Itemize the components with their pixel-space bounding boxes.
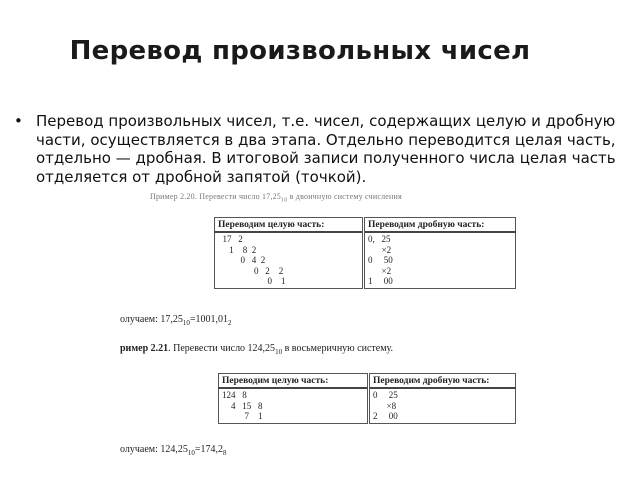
table2-header-frac: Переводим дробную часть: bbox=[369, 374, 516, 389]
conversion-table-octal bbox=[218, 373, 516, 424]
table1-frac-line: ×2 bbox=[368, 265, 392, 276]
table1-int-column bbox=[215, 232, 364, 288]
ghost-caption-sub: 10 bbox=[281, 197, 288, 204]
table1-int-line: 0 4 2 bbox=[218, 255, 266, 265]
table1-frac-line: ×2 bbox=[368, 244, 392, 255]
result1-prefix: олучаем: 17,25 bbox=[120, 314, 183, 325]
result-binary bbox=[120, 314, 232, 327]
example-sub: 10 bbox=[275, 348, 283, 356]
slide-title: Перевод произвольных чисел bbox=[69, 36, 531, 66]
scan-ghost-caption bbox=[150, 192, 402, 204]
table2-frac-line: 0 25 bbox=[373, 390, 398, 400]
example-tail: в восьмеричную систему. bbox=[282, 343, 394, 354]
table1-int-line: 17 2 bbox=[218, 234, 243, 244]
table2-frac-line: ×8 bbox=[373, 400, 397, 411]
result2-mid: =174,2 bbox=[194, 444, 224, 455]
result1-sub2: 2 bbox=[228, 319, 232, 327]
table2-int-line: 4 15 8 bbox=[222, 400, 263, 411]
example-label: ример 2.21 bbox=[120, 343, 169, 354]
result-octal bbox=[120, 444, 227, 457]
conversion-table-binary bbox=[214, 217, 516, 289]
table1-header-int: Переводим целую часть: bbox=[215, 218, 364, 233]
bullet-paragraph bbox=[14, 112, 624, 186]
table1-header-frac: Переводим дробную часть: bbox=[364, 218, 516, 233]
ghost-caption-text: Пример 2.20. Перевести число 17,25 bbox=[150, 192, 282, 201]
table1-int-line: 0 1 bbox=[218, 276, 286, 286]
example-text: . Перевести число 124,25 bbox=[168, 343, 276, 354]
table2-header-int: Переводим целую часть: bbox=[219, 374, 369, 389]
table1-frac-column bbox=[364, 232, 516, 288]
table1-int-line: 1 8 2 bbox=[218, 244, 257, 255]
table2-int-line: 7 1 bbox=[222, 411, 263, 421]
example-caption bbox=[120, 343, 393, 356]
table1-frac-line: 1 00 bbox=[368, 276, 393, 286]
table1-int-line: 0 2 2 bbox=[218, 265, 284, 276]
table2-frac-line: 2 00 bbox=[373, 411, 398, 421]
result1-sub1: 10 bbox=[182, 319, 190, 327]
result2-sub2: 8 bbox=[223, 449, 227, 457]
ghost-caption-tail: в двоичную систему счисления bbox=[287, 192, 402, 201]
bullet-marker: • bbox=[14, 112, 23, 130]
table2-int-column bbox=[219, 388, 369, 423]
table1-frac-line: 0 50 bbox=[368, 255, 393, 265]
bullet-text: Перевод произвольных чисел, т.е. чисел, содержащих целую и дробную части, осуществляется в два этапа. Отдельно переводится целая часть, отдельно — дробная. В итоговой записи полученного числа целая часть отделяется от дробной запятой (точкой). bbox=[36, 112, 616, 186]
table2-int-line: 124 8 bbox=[222, 390, 247, 400]
table1-frac-line: 0, 25 bbox=[368, 234, 391, 244]
result2-prefix: олучаем: 124,25 bbox=[120, 444, 188, 455]
result2-sub1: 10 bbox=[187, 449, 195, 457]
result1-mid: =1001,01 bbox=[189, 314, 229, 325]
table2-frac-column bbox=[369, 388, 516, 423]
